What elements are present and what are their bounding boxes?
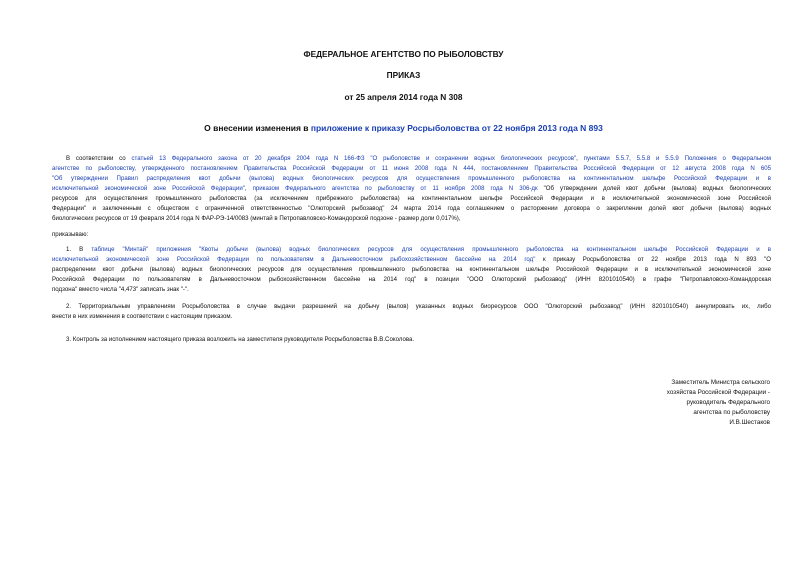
- item1-text: к приказу Росрыболовства от 22 ноября 2013 года N 893 "О: [535, 256, 771, 263]
- regulation-link[interactable]: агентстве по рыболовству, утвержденного постановлением Правительства Российской Федерации от 11 июня 2008 года N 444: [52, 165, 474, 172]
- item2-line: 2. Территориальным управлениям Росрыболовства в случае выдачи разрешений на добычу (вылов) указанных водных биоресурсов ООО "Олюторский рыбозавод" (ИНН 8201010540) аннулировать их, либо: [66, 303, 771, 310]
- order-date-number: от 25 апреля 2014 года N 308: [344, 92, 463, 102]
- signer-name: И.В.Шестаков: [729, 419, 770, 426]
- order-306-link[interactable]: приказом Федерального агентства по рыболовству от 11 ноября 2008 года N 306-дк: [252, 185, 538, 192]
- preamble-line: Федерации" и заключенным с обществом с ограниченной ответственностью "Олюторский рыбозавод" 24 марта 2014 года соглашением о расторжении договора о закреплении долей квот добычи (вылова) водных: [52, 205, 771, 212]
- regulation-points-link[interactable]: пунктами 5.5.7, 5.5.8 и 5.5.9 Положения о Федеральном: [583, 155, 771, 162]
- preamble-line: [52, 154, 771, 164]
- law-link[interactable]: статьей 13 Федерального закона от 20 декабря 2004 года N 166-ФЗ "О рыболовстве и сохранении водных биологических ресурсов": [131, 155, 577, 162]
- table-minta-link[interactable]: таблице "Минтай" приложения "Квоты добычи (вылова) водных биологических ресурсов для осуществления промышленного рыболовства на континентальном шельфе Российской Федерации и в: [91, 246, 771, 253]
- orders-word: [52, 230, 771, 240]
- decree-605-link-end[interactable]: исключительной экономической зоне Российской Федерации",: [52, 185, 253, 192]
- order-item-1: [52, 245, 771, 295]
- item1-line: [52, 245, 771, 255]
- orders-word-text: приказываю:: [52, 231, 89, 238]
- preamble-text: ,: [576, 155, 584, 162]
- preamble-paragraph: [52, 154, 771, 224]
- order-item-2: [52, 302, 771, 322]
- item1-text: 1. В: [66, 246, 92, 253]
- preamble-line: [52, 164, 771, 174]
- order-item-3: [52, 335, 771, 345]
- preamble-line: биологических ресурсов от 19 февраля 2014 года N ФАР-РЭ-14/0083 (минтай в Петропавловско-Командорской подзоне - размер доли 0,017%),: [52, 215, 461, 222]
- preamble-line: ресурсов для осуществления промышленного рыболовства (за исключением прибрежного рыболовства) на континентальном шельфе Российской Федерации и в исключительной экономической зоне Российской: [52, 195, 771, 202]
- item1-line: [52, 255, 771, 265]
- order-subject: [0, 123, 807, 133]
- preamble-line: [52, 184, 771, 194]
- agency-title: ФЕДЕРАЛЬНОЕ АГЕНТСТВО ПО РЫБОЛОВСТВУ: [303, 49, 504, 59]
- preamble-text: "Об утверждении долей квот добычи (вылова) водных биологических: [537, 185, 771, 192]
- item1-line: Российской Федерации по пользователям в Дальневосточном рыбохозяйственном бассейне на 2014 год" в позиции "ООО Олюторский рыбозавод" (ИНН 8201010540) в графе "Петропавловско-Командорская: [52, 276, 771, 283]
- subject-prefix: О внесении изменения в: [204, 123, 311, 133]
- item3-line: 3. Контроль за исполнением настоящего приказа возложить на заместителя руководителя Росрыболовства В.В.Соколова.: [66, 336, 415, 343]
- preamble-text: ,: [473, 165, 482, 172]
- item1-line: распределении квот добычи (вылова) водных биологических ресурсов для осуществления промышленного рыболовства на континентальном шельфе Российской Федерации и в исключительной экономической зоне: [52, 266, 771, 273]
- signature-line: руководитель Федерального: [686, 399, 770, 406]
- item1-line: подзона" вместо числа "4,473" записать знак "-".: [52, 286, 189, 293]
- signature-line: агентства по рыболовству: [693, 409, 770, 416]
- subject-link[interactable]: приложение к приказу Росрыболовства от 22 ноября 2013 года N 893: [310, 123, 603, 133]
- signature-line: хозяйства Российской Федерации -: [666, 389, 770, 396]
- table-minta-link-cont[interactable]: исключительной экономической зоне Российской Федерации по пользователям в Дальневосточном рыбохозяйственном бассейне на 2014 год": [52, 256, 536, 263]
- signature-line: Заместитель Министра сельского: [671, 379, 770, 386]
- item2-line: внести в них изменения в соответствии с настоящим приказом.: [52, 313, 233, 320]
- signature-block: [600, 378, 770, 428]
- preamble-text: В соответствии со: [66, 155, 132, 162]
- decree-605-link-cont[interactable]: "Об утверждении Правил распределения квот добычи (вылова) водных биологических ресурсов для осуществления промышленного рыболовства на континентальном шельфе Российской Федерации и в: [52, 175, 771, 182]
- order-heading: ПРИКАЗ: [386, 70, 421, 80]
- decree-605-link[interactable]: постановлением Правительства Российской Федерации от 12 августа 2008 года N 605: [481, 165, 771, 172]
